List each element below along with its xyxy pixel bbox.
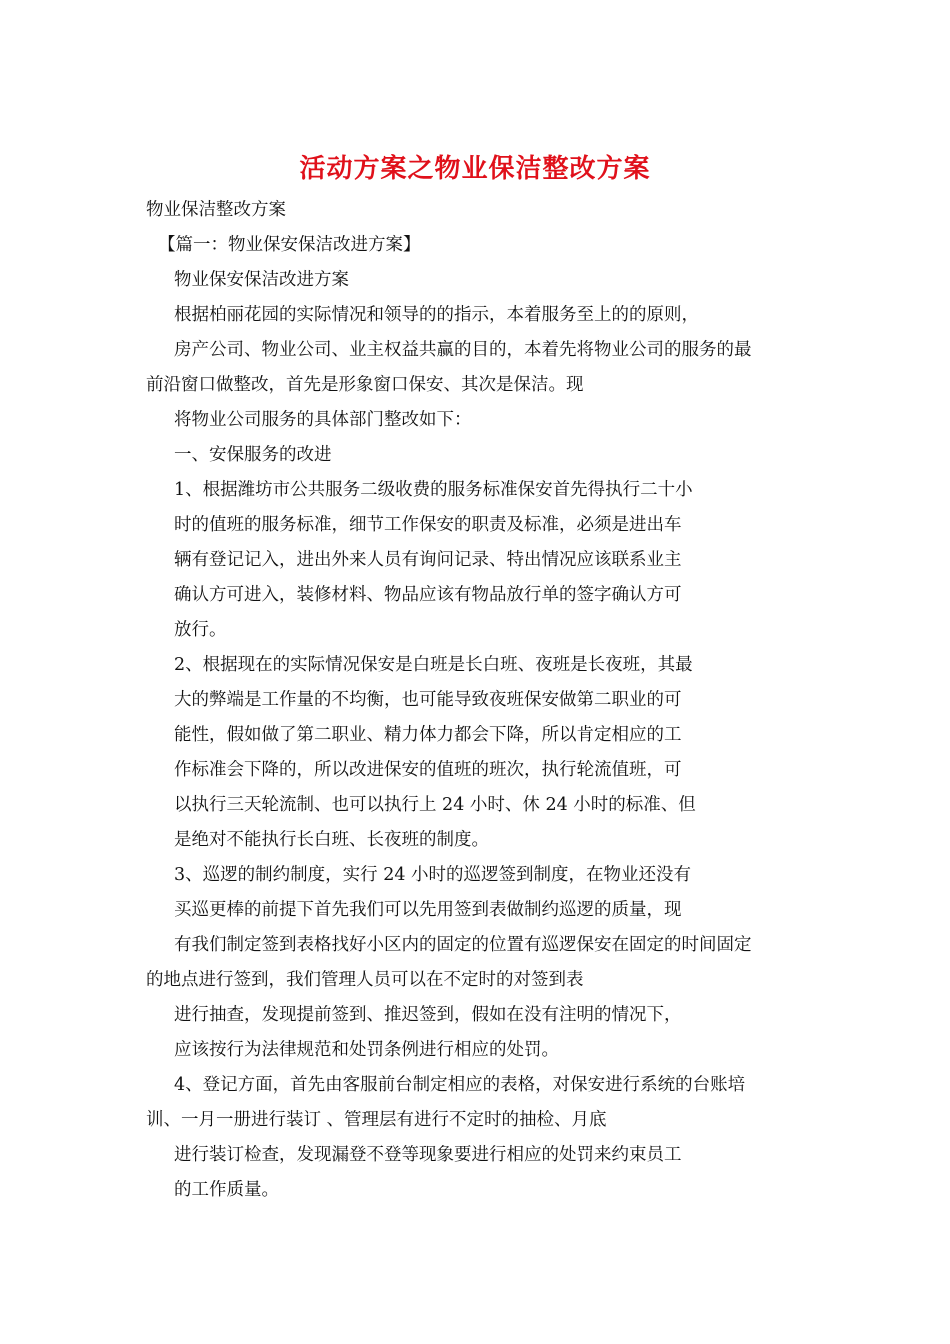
text-line-16: 能性，假如做了第二职业、精力体力都会下降，所以肯定相应的工 — [174, 725, 682, 745]
text-line-2: 【篇一：物业保安保洁改进方案】 — [158, 235, 421, 255]
text-line-13: 放行。 — [174, 620, 227, 640]
text-line-26: 4、登记方面，首先由客服前台制定相应的表格，对保安进行系统的台账培 — [174, 1075, 746, 1095]
text-line-23: 的地点进行签到，我们管理人员可以在不定时的对签到表 — [146, 970, 584, 990]
text-line-20: 3、巡逻的制约制度，实行 24 小时的巡逻签到制度，在物业还没有 — [174, 865, 692, 885]
text-line-6: 前沿窗口做整改，首先是形象窗口保安、其次是保洁。现 — [146, 375, 584, 395]
text-line-29: 的工作质量。 — [174, 1180, 279, 1200]
text-line-4: 根据柏丽花园的实际情况和领导的的指示，本着服务至上的的原则， — [174, 305, 699, 325]
text-line-7: 将物业公司服务的具体部门整改如下： — [174, 410, 472, 430]
text-line-22: 有我们制定签到表格找好小区内的固定的位置有巡逻保安在固定的时间固定 — [174, 935, 752, 955]
text-line-21: 买巡更棒的前提下首先我们可以先用签到表做制约巡逻的质量，现 — [174, 900, 682, 920]
text-line-8: 一、安保服务的改进 — [174, 445, 332, 465]
text-line-9: 1、根据潍坊市公共服务二级收费的服务标准保安首先得执行二十小 — [174, 480, 693, 500]
text-line-28: 进行装订检查，发现漏登不登等现象要进行相应的处罚来约束员工 — [174, 1145, 682, 1165]
text-line-15: 大的弊端是工作量的不均衡，也可能导致夜班保安做第二职业的可 — [174, 690, 682, 710]
text-line-5: 房产公司、物业公司、业主权益共赢的目的，本着先将物业公司的服务的最 — [174, 340, 752, 360]
text-line-12: 确认方可进入，装修材料、物品应该有物品放行单的签字确认方可 — [174, 585, 682, 605]
text-line-10: 时的值班的服务标准，细节工作保安的职责及标准，必须是进出车 — [174, 515, 682, 535]
text-line-18: 以执行三天轮流制、也可以执行上 24 小时、休 24 小时的标准、但 — [174, 795, 696, 815]
text-line-24: 进行抽查，发现提前签到、推迟签到，假如在没有注明的情况下， — [174, 1005, 682, 1025]
document-title: 活动方案之物业保洁整改方案 — [299, 154, 651, 184]
text-line-17: 作标准会下降的，所以改进保安的值班的班次，执行轮流值班，可 — [174, 760, 682, 780]
text-line-14: 2、根据现在的实际情况保安是白班是长白班、夜班是长夜班，其最 — [174, 655, 693, 675]
text-line-27: 训、一月一册进行装订 、管理层有进行不定时的抽检、月底 — [146, 1110, 607, 1130]
text-line-1: 物业保洁整改方案 — [146, 200, 286, 220]
text-line-11: 辆有登记记入，进出外来人员有询问记录、特出情况应该联系业主 — [174, 550, 682, 570]
text-line-25: 应该按行为法律规范和处罚条例进行相应的处罚。 — [174, 1040, 559, 1060]
text-line-3: 物业保安保洁改进方案 — [174, 270, 349, 290]
text-line-19: 是绝对不能执行长白班、长夜班的制度。 — [174, 830, 489, 850]
